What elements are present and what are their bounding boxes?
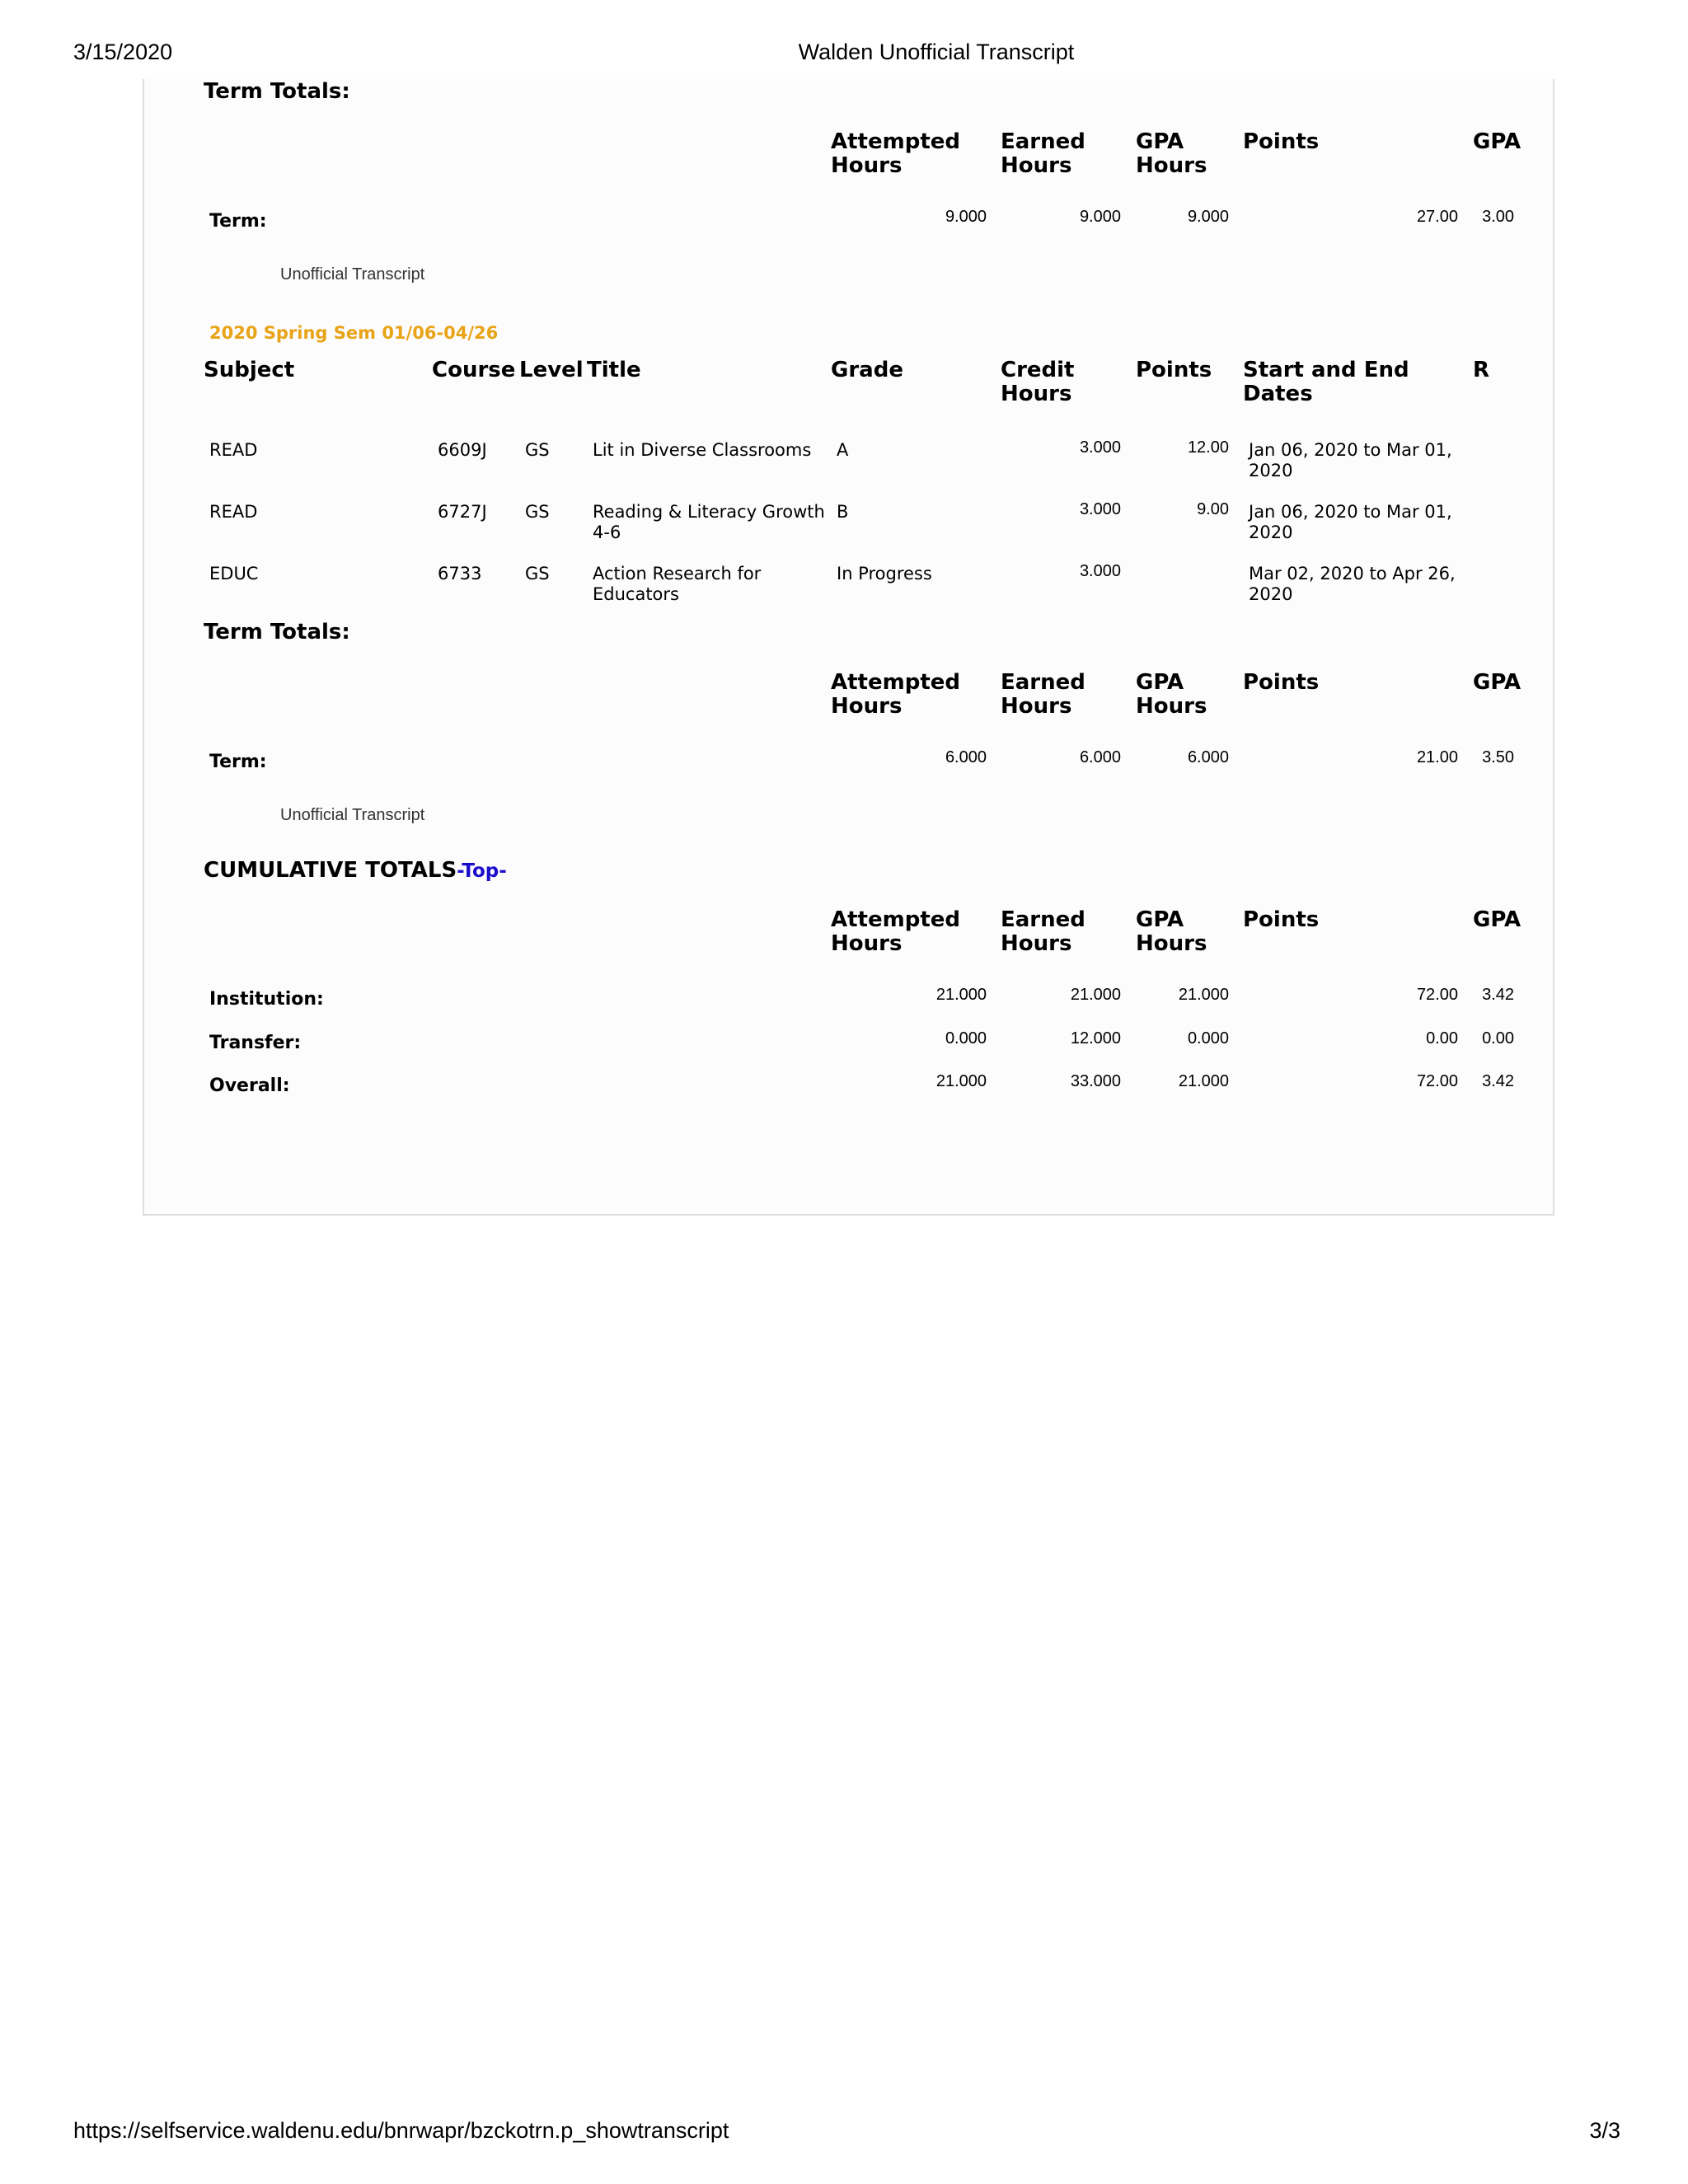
cumulative-gpa-hours-value: 0.000 <box>1187 1029 1229 1047</box>
cumulative-gpa-hours-value: 21.000 <box>1178 1072 1229 1090</box>
term-row-label: Term: <box>209 211 267 232</box>
cumulative-earned-value: 21.000 <box>1070 986 1121 1004</box>
cumulative-gpa-hours-value: 21.000 <box>1178 986 1229 1004</box>
cumulative-heading <box>204 858 507 883</box>
course-number: 6609J <box>438 440 487 460</box>
col-gpa: GPA <box>1473 907 1522 932</box>
transcript-panel <box>143 79 1554 1216</box>
unofficial-transcript-note: Unofficial Transcript <box>280 265 425 284</box>
course-subject: READ <box>209 440 258 460</box>
cumulative-title: CUMULATIVE TOTALS <box>204 858 457 883</box>
print-url: https://selfservice.waldenu.edu/bnrwapr/bzckotrn.p_showtranscript <box>73 2118 729 2143</box>
col-points: Points <box>1243 129 1320 154</box>
course-grade: B <box>837 502 849 522</box>
course-title: Reading & Literacy Growth 4-6 <box>593 502 825 542</box>
term-earned-value: 9.000 <box>1079 208 1121 226</box>
print-title: Walden Unofficial Transcript <box>798 40 1075 64</box>
term-attempted-value: 9.000 <box>945 208 987 226</box>
col-gpa: GPA <box>1473 129 1522 154</box>
term-name: 2020 Spring Sem 01/06-04/26 <box>209 323 499 343</box>
cumulative-gpa-value: 3.42 <box>1482 986 1514 1004</box>
col-course-points: Points <box>1136 358 1212 382</box>
col-level: Level <box>519 358 584 382</box>
col-gpa: GPA <box>1473 670 1522 695</box>
course-title: Lit in Diverse Classrooms <box>593 440 812 460</box>
term-row-label: Term: <box>209 752 267 772</box>
col-course: Course <box>432 358 516 382</box>
course-points: 12.00 <box>1187 438 1229 457</box>
cumulative-attempted-value: 21.000 <box>935 986 987 1004</box>
course-credit: 3.000 <box>1079 438 1121 457</box>
col-gpa-hours: GPA Hours <box>1136 670 1207 719</box>
col-gpa-hours: GPA Hours <box>1136 907 1207 956</box>
course-number: 6727J <box>438 502 487 522</box>
term-points-value: 27.00 <box>1416 208 1458 226</box>
cumulative-gpa-value: 3.42 <box>1482 1072 1514 1090</box>
col-attempted-hours: Attempted Hours <box>831 670 960 719</box>
course-level: GS <box>525 564 550 583</box>
term-gpa-value: 3.50 <box>1482 748 1514 766</box>
col-repeat: R <box>1473 358 1490 382</box>
col-start-end-dates: Start and End Dates <box>1243 358 1409 406</box>
course-dates: Jan 06, 2020 to Mar 01, 2020 <box>1249 502 1452 542</box>
term-earned-value: 6.000 <box>1079 748 1121 766</box>
course-grade: In Progress <box>837 564 932 583</box>
print-header <box>0 40 1688 73</box>
course-points: 9.00 <box>1197 500 1229 518</box>
course-dates: Mar 02, 2020 to Apr 26, 2020 <box>1249 564 1456 604</box>
course-level: GS <box>525 440 550 460</box>
col-earned-hours: Earned Hours <box>1001 129 1085 178</box>
col-earned-hours: Earned Hours <box>1001 907 1085 956</box>
col-attempted-hours: Attempted Hours <box>831 129 960 178</box>
term-gpa-hours-value: 9.000 <box>1187 208 1229 226</box>
course-level: GS <box>525 502 550 522</box>
unofficial-transcript-note: Unofficial Transcript <box>280 806 425 824</box>
print-date: 3/15/2020 <box>73 40 173 64</box>
term-gpa-hours-value: 6.000 <box>1187 748 1229 766</box>
term-totals-heading: Term Totals: <box>204 79 350 104</box>
cumulative-earned-value: 12.000 <box>1070 1029 1121 1047</box>
course-credit: 3.000 <box>1079 500 1121 518</box>
term-attempted-value: 6.000 <box>945 748 987 766</box>
course-title: Action Research for Educators <box>593 564 762 604</box>
cumulative-points-value: 0.00 <box>1426 1029 1458 1047</box>
cumulative-earned-value: 33.000 <box>1070 1072 1121 1090</box>
course-subject: EDUC <box>209 564 259 583</box>
course-subject: READ <box>209 502 258 522</box>
col-earned-hours: Earned Hours <box>1001 670 1085 719</box>
col-credit-hours: Credit Hours <box>1001 358 1075 406</box>
top-link[interactable]: -Top- <box>457 860 507 882</box>
print-footer <box>0 2118 1688 2151</box>
col-points: Points <box>1243 907 1320 932</box>
col-gpa-hours: GPA Hours <box>1136 129 1207 178</box>
col-title: Title <box>587 358 641 382</box>
cumulative-row-label: Institution: <box>209 989 324 1010</box>
course-dates: Jan 06, 2020 to Mar 01, 2020 <box>1249 440 1452 480</box>
cumulative-row-label: Overall: <box>209 1076 290 1096</box>
col-attempted-hours: Attempted Hours <box>831 907 960 956</box>
term-points-value: 21.00 <box>1416 748 1458 766</box>
cumulative-row-label: Transfer: <box>209 1033 302 1053</box>
course-grade: A <box>837 440 849 460</box>
col-points: Points <box>1243 670 1320 695</box>
cumulative-points-value: 72.00 <box>1416 1072 1458 1090</box>
cumulative-points-value: 72.00 <box>1416 986 1458 1004</box>
course-number: 6733 <box>438 564 482 583</box>
term-gpa-value: 3.00 <box>1482 208 1514 226</box>
page-number: 3/3 <box>1589 2118 1620 2143</box>
cumulative-gpa-value: 0.00 <box>1482 1029 1514 1047</box>
course-credit: 3.000 <box>1079 562 1121 580</box>
col-subject: Subject <box>204 358 295 382</box>
cumulative-attempted-value: 21.000 <box>935 1072 987 1090</box>
col-grade: Grade <box>831 358 903 382</box>
cumulative-attempted-value: 0.000 <box>945 1029 987 1047</box>
term-totals-heading: Term Totals: <box>204 620 350 644</box>
